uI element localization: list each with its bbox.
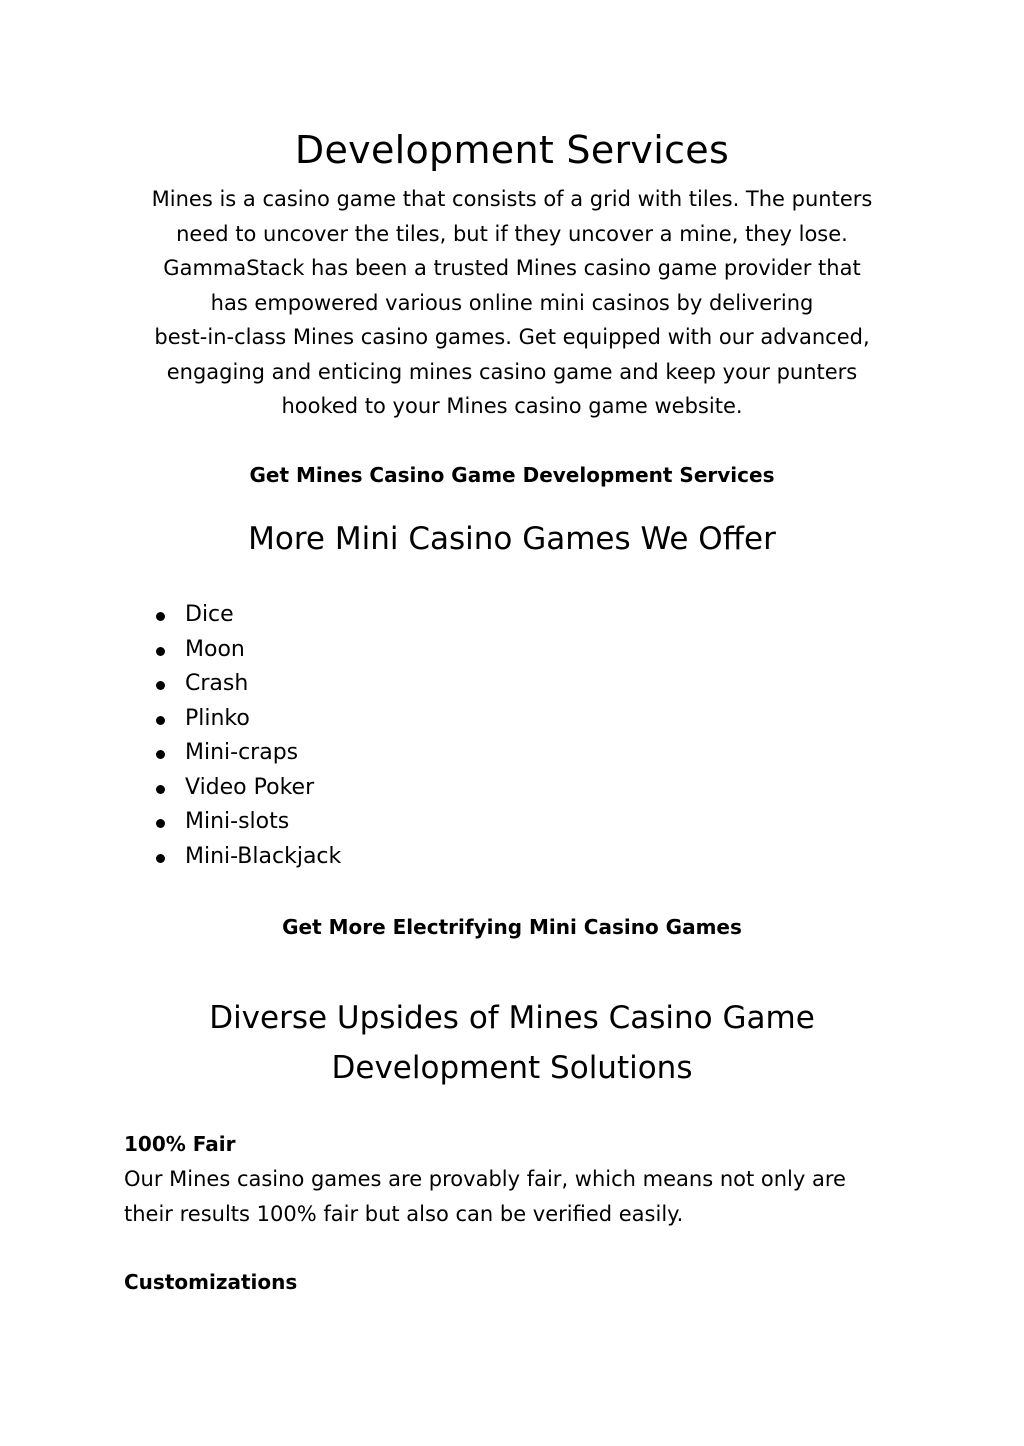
- intro-line: hooked to your Mines casino game website.: [281, 394, 743, 418]
- list-item-label: Crash: [185, 671, 249, 696]
- intro-line: has empowered various online mini casinos by delivering: [210, 290, 814, 315]
- list-item: [150, 771, 341, 806]
- intro-line: Mines is a casino game that consists of a grid with tiles. The punters: [151, 187, 873, 211]
- list-item-label: Dice: [185, 602, 234, 627]
- bullet-icon: [156, 716, 165, 725]
- fair-subheading: 100% Fair: [124, 1132, 236, 1156]
- list-item: [150, 805, 341, 840]
- bullet-icon: [156, 819, 165, 828]
- intro-line: need to uncover the tiles, but if they uncover a mine, they lose.: [176, 221, 848, 246]
- page-title: Development Services: [294, 128, 730, 172]
- more-games-link[interactable]: Get More Electrifying Mini Casino Games: [282, 915, 742, 939]
- fair-paragraph: [124, 1162, 924, 1231]
- list-item-label: Mini-slots: [185, 809, 290, 834]
- bullet-icon: [156, 750, 165, 759]
- list-item: [150, 702, 341, 737]
- paragraph-line: Our Mines casino games are provably fair, which means not only are: [124, 1167, 846, 1191]
- list-item-label: Mini-craps: [185, 740, 299, 765]
- bullet-icon: [156, 785, 165, 794]
- bullet-icon: [156, 612, 165, 621]
- paragraph-line: their results 100% fair but also can be verified easily.: [124, 1201, 684, 1226]
- games-section-heading: More Mini Casino Games We Offer: [248, 521, 776, 557]
- intro-line: GammaStack has been a trusted Mines casino game provider that: [163, 256, 861, 280]
- list-item-label: Moon: [185, 636, 245, 662]
- list-item-label: Plinko: [185, 705, 250, 731]
- bullet-icon: [156, 647, 165, 656]
- bullet-icon: [156, 854, 165, 863]
- intro-line: best-in-class Mines casino games. Get equipped with our advanced,: [154, 325, 870, 349]
- games-list: [150, 598, 341, 874]
- customizations-subheading: Customizations: [124, 1270, 298, 1294]
- heading-line: Development Solutions: [331, 1050, 693, 1086]
- list-item: [150, 633, 341, 668]
- heading-line: Diverse Upsides of Mines Casino Game: [209, 1000, 815, 1036]
- development-services-link[interactable]: Get Mines Casino Game Development Services: [249, 463, 775, 487]
- list-item: [150, 736, 341, 771]
- intro-line: engaging and enticing mines casino game and keep your punters: [166, 359, 858, 384]
- bullet-icon: [156, 681, 165, 690]
- intro-paragraph: [112, 182, 912, 424]
- list-item-label: Video Poker: [185, 774, 315, 800]
- list-item: [150, 840, 341, 875]
- upsides-section-heading: [0, 993, 1024, 1093]
- list-item: [150, 667, 341, 702]
- list-item-label: Mini-Blackjack: [185, 843, 342, 869]
- list-item: [150, 598, 341, 633]
